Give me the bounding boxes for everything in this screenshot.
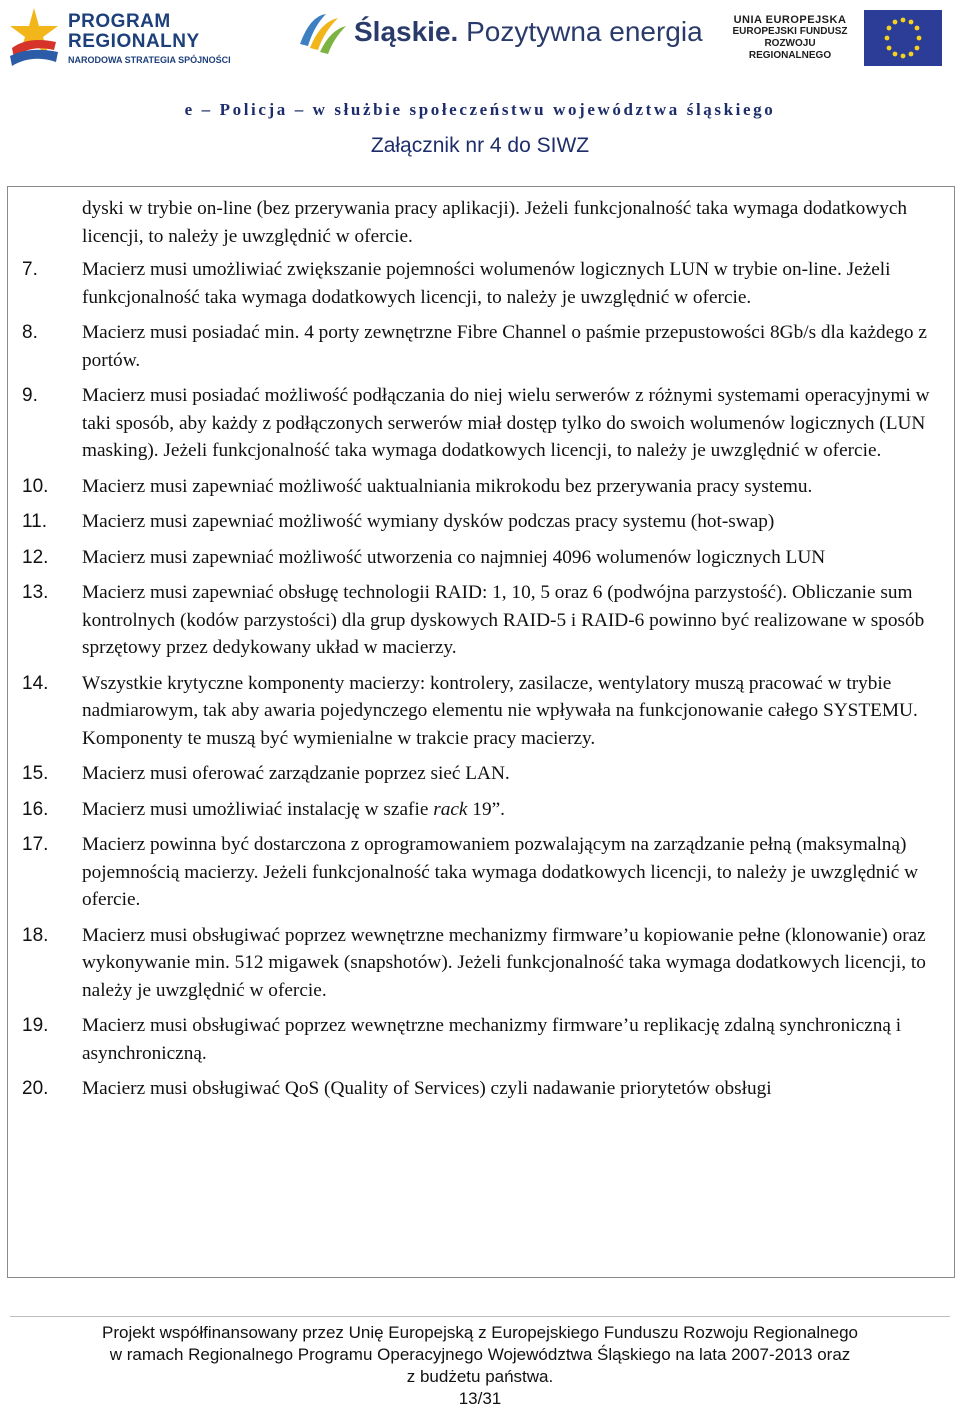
item-text: Macierz musi zapewniać możliwość utworzenia co najmniej 4096 wolumenów logicznych LUN (82, 546, 826, 568)
footer-line3: z budżetu państwa. (406, 1367, 554, 1386)
eu-line1: UNIA EUROPEJSKA (733, 14, 847, 26)
item-text (82, 796, 936, 824)
list-item (22, 670, 936, 753)
slaskie-logo (296, 6, 703, 66)
item-text: Macierz powinna być dostarczona z oprogramowaniem pozwalającym na zarządzanie pełną (maksymalną) pojemnością macierzy. Jeżeli funkcjonalność taka wymaga dodatkowych licencji, to należy je uwzględnić w ofercie. (82, 834, 919, 910)
eu-line2: EUROPEJSKI FUNDUSZ (732, 26, 848, 37)
program-regionalny-logo (8, 6, 248, 70)
item-text: Macierz musi zapewniać możliwość uaktualniania mikrokodu bez przerywania pracy systemu. (82, 475, 813, 497)
page-footer (0, 1322, 960, 1410)
item-number: 15. (22, 763, 49, 784)
list-item (22, 256, 936, 311)
list-item (22, 1012, 936, 1067)
item-text: Macierz musi obsługiwać poprzez wewnętrzne mechanizmy firmware’u replikację zdalną synchroniczną i asynchroniczną. (82, 1015, 902, 1064)
item-text: Macierz musi obsługiwać QoS (Quality of Services) czyli nadawanie priorytetów obsługi (82, 1078, 772, 1099)
requirements-table (7, 186, 955, 1278)
program-line2: REGIONALNY (68, 31, 200, 52)
item-number: 13. (22, 582, 49, 603)
item-text-pre: Macierz musi umożliwiać instalację w szafie (82, 798, 434, 820)
list-item (22, 579, 936, 662)
item-number: 10. (22, 475, 49, 497)
list-item (22, 1075, 936, 1103)
program-line3: NARODOWA STRATEGIA SPÓJNOŚCI (68, 55, 231, 65)
star-emblem-icon (8, 6, 64, 70)
footer-line2: w ramach Regionalnego Programu Operacyjnego Województwa Śląskiego na lata 2007-2013 oraz (109, 1345, 851, 1364)
list-item (22, 544, 936, 572)
item-text: Macierz musi posiadać możliwość podłączania do niej wielu serwerów z różnymi systemami operacyjnymi w taki sposób, aby każdy z podłączonych serwerów miał dostęp tylko do swoich wolumenów logicznych (LUN masking). Jeżeli funkcjonalność taka wymaga dodatkowych licencji, to należy je uwzględnić w ofercie. (82, 385, 930, 461)
slaskie-brand: Śląskie. (354, 16, 459, 47)
item-number: 11. (22, 511, 48, 532)
item-number: 12. (22, 546, 49, 568)
footer-line1: Projekt współfinansowany przez Unię Europejską z Europejskiego Funduszu Rozwoju Regionalnego (102, 1323, 858, 1342)
eu-flag-icon (864, 10, 942, 66)
item-number: 19. (22, 1015, 49, 1036)
page-number: 13/31 (458, 1389, 502, 1408)
item-text: Macierz musi posiadać min. 4 porty zewnętrzne Fibre Channel o paśmie przepustowości 8Gb/s dla każdego z portów. (82, 322, 927, 371)
slaskie-wave-icon (296, 6, 348, 58)
item-text: Macierz musi zapewniać obsługę technologii RAID: 1, 10, 5 oraz 6 (podwójna parzystość). Obliczanie sum kontrolnych (kodów parzystości) dla grup dyskowych RAID-5 i RAID-6 powinno być realizowane w sposób sprzętowy przez dedykowany układ w macierzy. (82, 582, 925, 658)
document-subtitle: e – Policja – w służbie społeczeństwu województwa śląskiego (184, 100, 776, 119)
item-number: 9. (22, 385, 38, 406)
list-item (22, 796, 936, 824)
annex-title: Załącznik nr 4 do SIWZ (370, 134, 590, 157)
item-number (22, 195, 82, 250)
item-text: Macierz musi obsługiwać poprzez wewnętrzne mechanizmy firmware’u kopiowanie pełne (klonowanie) oraz wykonywanie min. 512 migawek (snapshotów). Jeżeli funkcjonalność taka wymaga dodatkowych licencji, to należy je uwzględnić w ofercie. (82, 924, 926, 1001)
item-number: 16. (22, 798, 49, 820)
list-item (22, 922, 936, 1005)
item-number: 8. (22, 322, 38, 343)
eu-logo (712, 6, 952, 72)
item-text: dyski w trybie on-line (bez przerywania pracy aplikacji). Jeżeli funkcjonalność taka wymaga dodatkowych licencji, to należy je uwzględnić w ofercie. (82, 198, 908, 247)
footer-divider (10, 1316, 950, 1317)
item-number: 20. (22, 1078, 49, 1099)
slaskie-slogan: Pozytywna energia (466, 16, 703, 47)
header-logos (0, 0, 960, 92)
item-number: 17. (22, 834, 49, 855)
list-item (22, 319, 936, 374)
list-item (22, 382, 936, 465)
eu-line3: ROZWOJU REGIONALNEGO (748, 38, 832, 61)
program-line1: PROGRAM (68, 11, 171, 32)
item-text: Wszystkie krytyczne komponenty macierzy: kontrolery, zasilacze, wentylatory muszą pracować w trybie nadmiarowym, tak aby awaria pojedynczego elementu nie wpływała na funkcjonowanie całego SYSTEMU. Komponenty te muszą być wymienialne w trakcie pracy macierzy. (82, 672, 918, 749)
item-text: Macierz musi umożliwiać zwiększanie pojemności wolumenów logicznych LUN w trybie on-line. Jeżeli funkcjonalność taka wymaga dodatkowych licencji, to należy je uwzględnić w ofercie. (82, 259, 891, 308)
list-item (22, 195, 936, 250)
item-number: 18. (22, 924, 49, 946)
item-text-italic: rack (433, 798, 468, 820)
list-item (22, 760, 936, 788)
list-item (22, 831, 936, 914)
item-text: Macierz musi oferować zarządzanie poprzez sieć LAN. (82, 763, 510, 784)
list-item (22, 473, 936, 501)
item-number: 7. (22, 259, 38, 280)
item-text-post: 19”. (467, 798, 505, 820)
item-number: 14. (22, 672, 49, 694)
item-text: Macierz musi zapewniać możliwość wymiany dysków podczas pracy systemu (hot-swap) (82, 511, 775, 532)
list-item (22, 508, 936, 536)
